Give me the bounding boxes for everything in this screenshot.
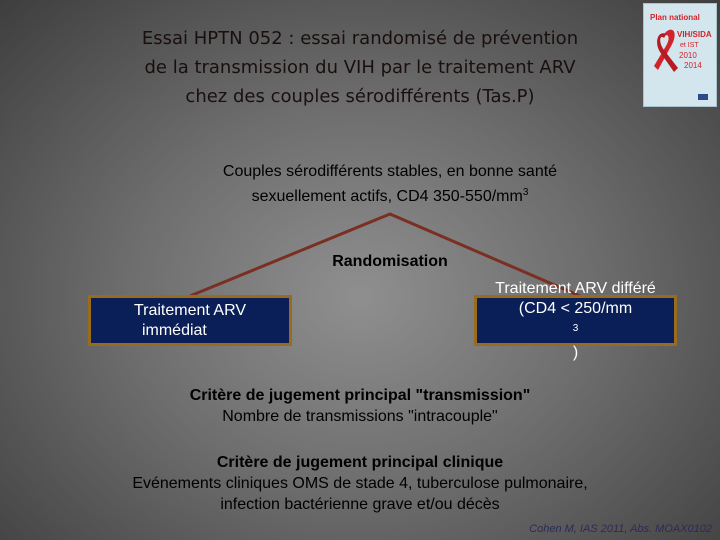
logo-line-5: 2014 bbox=[684, 61, 702, 70]
primary-endpoint bbox=[140, 385, 580, 427]
arm-immediate-box bbox=[88, 295, 292, 346]
logo-line-4: 2010 bbox=[679, 51, 697, 60]
logo-line-2: VIH/SIDA bbox=[677, 30, 712, 39]
clinical-endpoint-heading: Critère de jugement principal clinique bbox=[216, 454, 504, 471]
arm-deferred-line-1: Traitement ARV différé bbox=[495, 279, 656, 297]
title-line-2: de la transmission du VIH par le traitement ARV bbox=[144, 57, 576, 78]
logo-line-1: Plan national bbox=[650, 13, 700, 22]
population-line-2: sexuellement actifs, CD4 $350-550/mm^3$ bbox=[251, 187, 529, 205]
clinical-endpoint bbox=[100, 452, 620, 515]
primary-endpoint-heading: Critère de jugement principal "transmission" bbox=[189, 387, 531, 404]
arm-deferred-box bbox=[474, 279, 677, 361]
population-line-1: Couples sérodifférents stables, en bonne santé bbox=[222, 163, 558, 180]
arm-immediate-line-2: immédiat bbox=[141, 321, 207, 339]
clinical-endpoint-line-1: Evénements cliniques OMS de stade 4, tuberculose pulmonaire, bbox=[132, 475, 588, 492]
randomisation-label: Randomisation bbox=[332, 253, 448, 270]
arm-immediate-line-1: Traitement ARV bbox=[133, 301, 247, 319]
clinical-endpoint-line-2: infection bactérienne grave et/ou décès bbox=[220, 496, 500, 513]
logo-line-3: et IST bbox=[680, 42, 699, 49]
title-line-3: chez des couples sérodifférents (Tas.P) bbox=[185, 86, 535, 107]
title-line-1: Essai HPTN 052 : essai randomisé de prévention bbox=[141, 28, 579, 49]
primary-endpoint-text: Nombre de transmissions "intracouple" bbox=[222, 408, 498, 425]
citation: Cohen M, IAS 2011, Abs. MOAX0102 bbox=[529, 523, 712, 535]
arm-deferred-line-2: (CD4 < 250/mm $^3$ ) bbox=[518, 299, 633, 361]
